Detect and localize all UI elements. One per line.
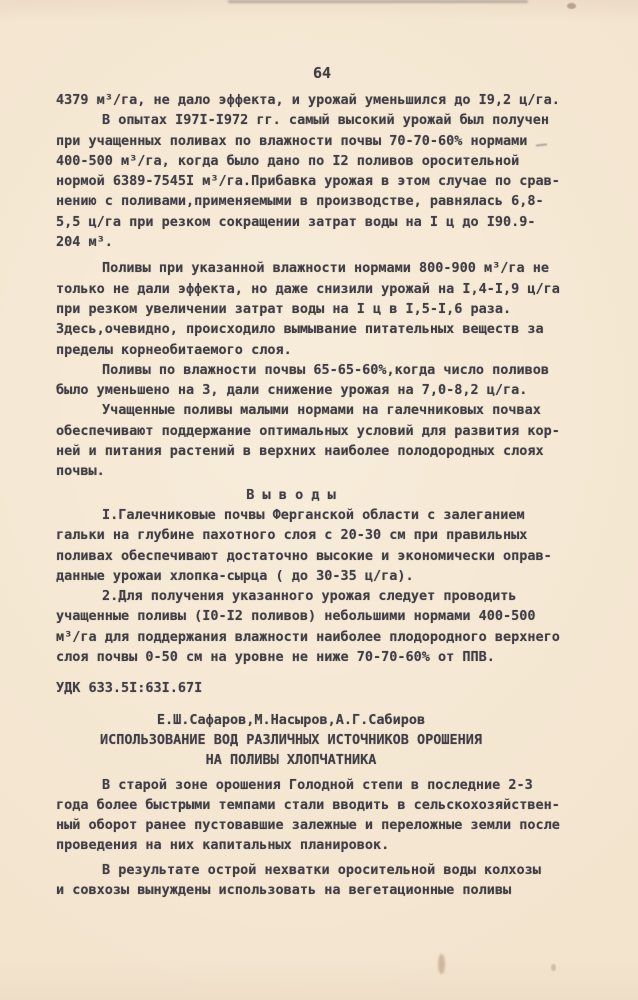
scan-speck-bottom-right — [551, 964, 556, 971]
text-line: обеспечивают поддержание оптимальных условий для развития кор- — [56, 422, 560, 439]
text-line: Здесь,очевидно, происходило вымывание питательных веществ за — [56, 321, 544, 338]
text-line: при резком увеличении затрат воды на I ц в I,5-I,6 раза. — [56, 300, 512, 317]
text-line: Поливы при указанной влажности нормами 800-900 м³/га не — [102, 260, 550, 277]
text-line: В старой зоне орошения Голодной степи в последние 2-3 — [102, 776, 533, 793]
text-line: Поливы по влажности почвы 65-65-60%,когда число поливов — [102, 361, 550, 378]
text-line: пределы корнеобитаемого слоя. — [56, 341, 292, 358]
text-line: 2.Для получения указанного урожая следует проводить — [102, 588, 517, 605]
text-line: и совхозы вынуждены использовать на вегетационные поливы — [56, 881, 512, 898]
article-title: НА ПОЛИВЫ ХЛОПЧАТНИКА — [205, 752, 377, 769]
text-line: почвы. — [56, 463, 105, 480]
text-line: В опытах I97I-I972 гг. самый высокий урожай был получен — [102, 112, 550, 129]
text-line: года более быстрыми темпами стали вводить в сельскохозяйствен- — [56, 796, 560, 813]
text-line: 4379 м³/га, не дало эффекта, и урожай уменьшился до I9,2 ц/га. — [56, 92, 560, 108]
text-block — [56, 90, 596, 900]
text-line: слоя почвы 0-50 см на уровне не ниже 70-70-60% от ППВ. — [56, 649, 495, 666]
text-line: В результате острой нехватки оросительной воды колхозы — [102, 861, 541, 878]
scan-smudge-top-edge — [228, 0, 528, 3]
text-line: учащенные поливы (I0-I2 поливов) небольшими нормами 400-500 — [56, 608, 536, 625]
text-line: Учащенные поливы малыми нормами на галечниковых почвах — [102, 402, 541, 419]
text-line: 400-500 м³/га, когда было дано по I2 поливов оросительной — [56, 152, 520, 169]
text-line: гальки на глубине пахотного слоя с 20-30 см при правильных — [56, 527, 528, 544]
text-line: поливах обеспечивают достаточно высокие и экономически оправ- — [56, 547, 552, 564]
page-number: 64 — [312, 64, 332, 82]
text-line: при учащенных поливах по влажности почвы 70-70-60% нормами — [56, 132, 528, 149]
text-line: только не дали эффекта, но даже снизили урожай на I,4-I,9 ц/га — [56, 280, 560, 297]
scan-speck-top-right — [567, 3, 576, 9]
text-line: данные урожаи хлопка-сырца ( до 30-35 ц/га). — [56, 567, 414, 584]
text-line: 5,5 ц/га при резком сокращении затрат воды на I ц до I90.9- — [56, 213, 536, 230]
article-title: ИСПОЛЬЗОВАНИЕ ВОД РАЗЛИЧНЫХ ИСТОЧНИКОВ ОРОШЕНИЯ — [99, 731, 482, 748]
text-line: ный оборот ранее пустовавшие залежные и переложные земли после — [56, 817, 560, 834]
text-line: м³/га для поддержания влажности наиболее плодородного верхнего — [56, 628, 560, 645]
scan-speck-bottom — [438, 954, 445, 974]
text-line: было уменьшено на 3, дали снижение урожая на 7,0-8,2 ц/га. — [56, 382, 528, 399]
text-line: проведения на них капитальных планировок. — [56, 837, 390, 854]
udk-number: УДК 633.5I:63I.67I — [56, 680, 203, 697]
section-heading: В ы в о д ы — [246, 486, 336, 503]
authors: Е.Ш.Сафаров,М.Насыров,А.Г.Сабиров — [156, 711, 426, 728]
text-line: I.Галечниковые почвы Ферганской области с залеганием — [102, 506, 525, 523]
text-line: нормой 6389-7545I м³/га.Прибавка урожая в этом случае по срав- — [56, 173, 560, 190]
text-line: 204 м³. — [56, 234, 113, 251]
text-line: ней и питания растений в верхних наиболее полодородных слоях — [56, 443, 544, 460]
text-line: нению с поливами,применяемыми в производстве, равнялась 6,8- — [56, 193, 544, 210]
